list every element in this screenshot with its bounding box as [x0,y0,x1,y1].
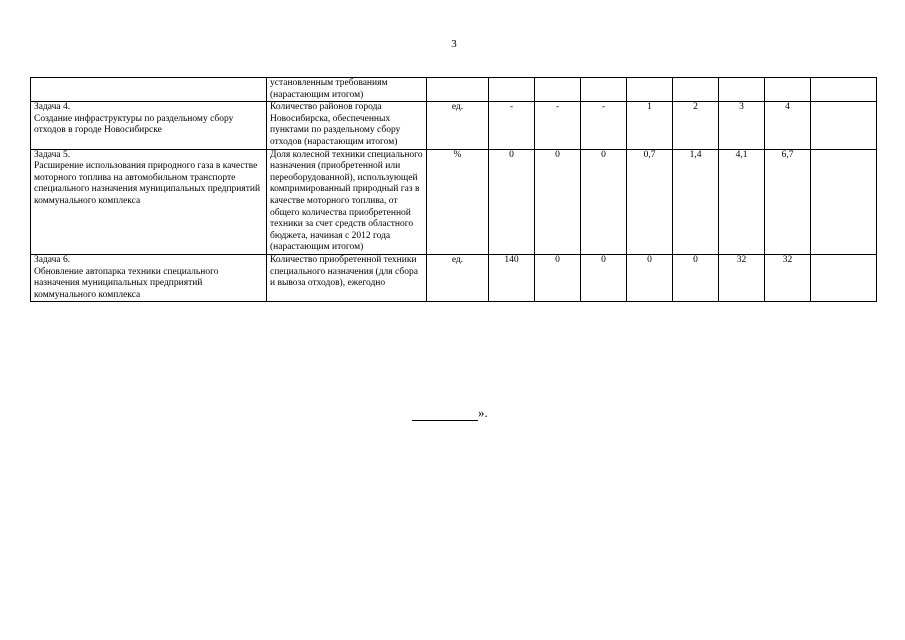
value-cell: 32 [719,254,765,301]
indicator-cell: установленным требованиям (нарастающим итогом) [267,78,427,102]
value-cell: - [581,102,627,149]
closing-mark: ». [478,405,488,420]
value-cell: 4 [765,102,811,149]
value-cell: 0 [581,149,627,254]
task-text: Обновление автопарка техники специального назначения муниципальных предприятий коммунального комплекса [34,266,219,300]
table-row [31,149,877,254]
value-cell [811,102,877,149]
page-number: 3 [451,38,457,50]
task-cell [31,149,267,254]
blank-rule [412,407,478,421]
task-text: Создание инфраструктуры по раздельному сбору отходов в городе Новосибирске [34,113,234,136]
value-cell: 32 [765,254,811,301]
value-cell [811,254,877,301]
value-cell: 3 [719,102,765,149]
task-label: Задача 5. [34,149,71,160]
task-cell [31,102,267,149]
closing-line [412,405,488,421]
value-cell: 0 [535,149,581,254]
value-cell: 0 [535,254,581,301]
unit-cell: % [427,149,489,254]
value-cell: 1 [627,102,673,149]
value-cell: - [535,102,581,149]
value-cell: 0 [489,149,535,254]
table-row [31,102,877,149]
value-cell: - [489,102,535,149]
unit-cell: ед. [427,102,489,149]
task-cell [31,78,267,102]
value-cell: 6,7 [765,149,811,254]
task-text: Расширение использования природного газа в качестве моторного топлива на автомобильном транспорте специального назначения муниципальных предприятий коммунального комплекса [34,161,261,206]
task-cell [31,254,267,301]
task-label: Задача 6. [34,254,71,265]
value-cell: 0 [673,254,719,301]
value-cell: 0 [627,254,673,301]
value-cell: 1,4 [673,149,719,254]
indicator-cell: Доля колесной техники специального назначения (приобретенной или переоборудованной), использующей компримированный природный газ в качестве моторного топлива, от общего количества приобретенной техники за счет средств областного бюджета, начиная с 2012 года (нарастающим итогом) [267,149,427,254]
value-cell: 140 [489,254,535,301]
table-row [31,78,877,102]
value-cell: 2 [673,102,719,149]
targets-table [30,77,877,302]
indicator-cell: Количество приобретенной техники специального назначения (для сбора и вывоза отходов), ежегодно [267,254,427,301]
task-label: Задача 4. [34,102,71,113]
table-row [31,254,877,301]
value-cell: 0 [581,254,627,301]
value-cell: 0,7 [627,149,673,254]
unit-cell: ед. [427,254,489,301]
indicator-cell: Количество районов города Новосибирска, обеспеченных пунктами по раздельному сбору отходов (нарастающим итогом) [267,102,427,149]
value-cell: 4,1 [719,149,765,254]
value-cell [811,149,877,254]
